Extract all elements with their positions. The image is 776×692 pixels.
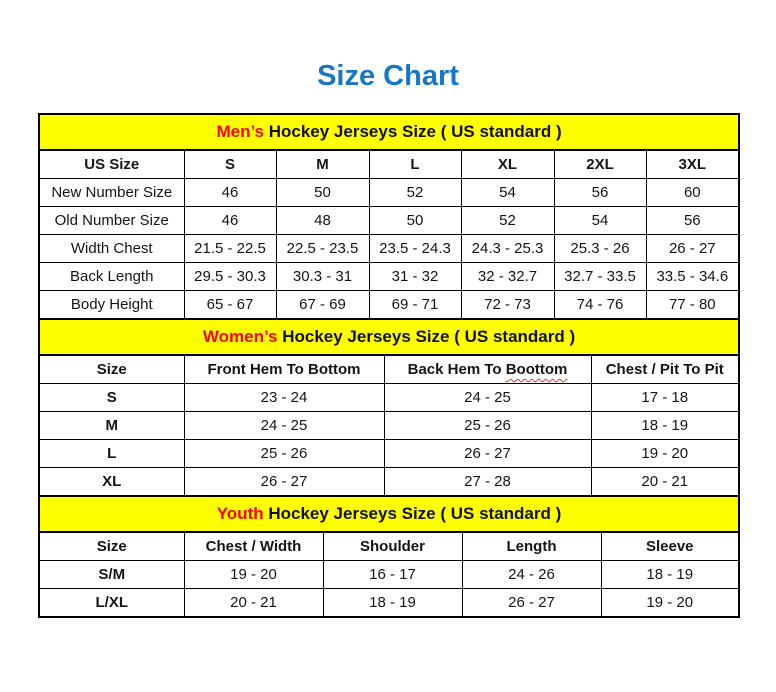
table-row [39, 235, 739, 263]
size-cell: 27 - 28 [384, 468, 591, 497]
table-row [39, 207, 739, 235]
size-cell: 54 [461, 179, 554, 207]
row-label: L [39, 440, 184, 468]
youth-size-table [38, 495, 740, 618]
size-cell: 30.3 - 31 [276, 263, 369, 291]
size-cell: 32.7 - 33.5 [554, 263, 646, 291]
size-cell: 16 - 17 [323, 561, 462, 589]
womens-column-header-row [39, 355, 739, 384]
column-header: Shoulder [323, 532, 462, 561]
table-row [39, 291, 739, 320]
column-header: Length [462, 532, 601, 561]
column-header: M [276, 150, 369, 179]
size-cell: 22.5 - 23.5 [276, 235, 369, 263]
size-chart [38, 113, 738, 618]
size-cell: 19 - 20 [601, 589, 739, 618]
size-cell: 29.5 - 30.3 [184, 263, 276, 291]
size-cell: 72 - 73 [461, 291, 554, 320]
size-cell: 33.5 - 34.6 [646, 263, 739, 291]
size-cell: 17 - 18 [591, 384, 739, 412]
column-header: L [369, 150, 461, 179]
youth-header-text: Hockey Jerseys Size ( US standard ) [263, 504, 562, 523]
column-header: Size [39, 532, 184, 561]
column-header: US Size [39, 150, 184, 179]
size-cell: 52 [461, 207, 554, 235]
table-row [39, 412, 739, 440]
mens-header-text: Hockey Jerseys Size ( US standard ) [264, 122, 562, 141]
size-cell: 54 [554, 207, 646, 235]
size-cell: 60 [646, 179, 739, 207]
row-label: L/XL [39, 589, 184, 618]
row-label: XL [39, 468, 184, 497]
mens-size-table [38, 113, 740, 320]
row-label: Old Number Size [39, 207, 184, 235]
size-cell: 56 [554, 179, 646, 207]
size-cell: 46 [184, 207, 276, 235]
row-label: S/M [39, 561, 184, 589]
size-cell: 24 - 25 [184, 412, 384, 440]
mens-highlight: Men’s [216, 122, 264, 141]
size-cell: 18 - 19 [323, 589, 462, 618]
misspelled-word: Boottom [505, 361, 568, 378]
column-header: S [184, 150, 276, 179]
mens-section-header [39, 114, 739, 150]
size-cell: 74 - 76 [554, 291, 646, 320]
size-cell: 31 - 32 [369, 263, 461, 291]
column-header: Front Hem To Bottom [184, 355, 384, 384]
table-row [39, 440, 739, 468]
row-label: Back Length [39, 263, 184, 291]
size-cell: 32 - 32.7 [461, 263, 554, 291]
size-cell: 25 - 26 [184, 440, 384, 468]
size-cell: 24 - 26 [462, 561, 601, 589]
size-cell: 24.3 - 25.3 [461, 235, 554, 263]
column-header: 2XL [554, 150, 646, 179]
column-header: Chest / Pit To Pit [591, 355, 739, 384]
size-cell: 46 [184, 179, 276, 207]
youth-section-header [39, 496, 739, 532]
table-row [39, 468, 739, 497]
row-label: S [39, 384, 184, 412]
row-label: M [39, 412, 184, 440]
youth-column-header-row [39, 532, 739, 561]
column-header: Size [39, 355, 184, 384]
size-cell: 19 - 20 [591, 440, 739, 468]
row-label: Body Height [39, 291, 184, 320]
size-cell: 21.5 - 22.5 [184, 235, 276, 263]
size-cell: 52 [369, 179, 461, 207]
size-cell: 48 [276, 207, 369, 235]
column-header: Chest / Width [184, 532, 323, 561]
size-cell: 23 - 24 [184, 384, 384, 412]
womens-section-title [39, 319, 739, 355]
womens-section-header [39, 319, 739, 355]
size-cell: 23.5 - 24.3 [369, 235, 461, 263]
table-row [39, 589, 739, 618]
column-header: XL [461, 150, 554, 179]
size-cell: 18 - 19 [591, 412, 739, 440]
page-title: Size Chart [317, 60, 459, 92]
size-cell: 26 - 27 [384, 440, 591, 468]
size-cell: 25.3 - 26 [554, 235, 646, 263]
table-row [39, 263, 739, 291]
column-header-text: Back Hem To [407, 361, 506, 378]
size-cell: 65 - 67 [184, 291, 276, 320]
column-header [384, 355, 591, 384]
size-cell: 19 - 20 [184, 561, 323, 589]
row-label: New Number Size [39, 179, 184, 207]
youth-section-title [39, 496, 739, 532]
size-cell: 18 - 19 [601, 561, 739, 589]
womens-highlight: Women’s [202, 327, 278, 346]
size-cell: 20 - 21 [591, 468, 739, 497]
column-header: Sleeve [601, 532, 739, 561]
table-row [39, 179, 739, 207]
youth-highlight: Youth [216, 504, 264, 523]
size-cell: 24 - 25 [384, 384, 591, 412]
womens-size-table [38, 318, 740, 497]
size-cell: 25 - 26 [384, 412, 591, 440]
size-cell: 26 - 27 [462, 589, 601, 618]
size-cell: 67 - 69 [276, 291, 369, 320]
table-row [39, 384, 739, 412]
size-cell: 77 - 80 [646, 291, 739, 320]
size-cell: 69 - 71 [369, 291, 461, 320]
size-cell: 50 [369, 207, 461, 235]
size-cell: 56 [646, 207, 739, 235]
size-cell: 26 - 27 [646, 235, 739, 263]
column-header: 3XL [646, 150, 739, 179]
mens-section-title [39, 114, 739, 150]
row-label: Width Chest [39, 235, 184, 263]
mens-column-header-row [39, 150, 739, 179]
womens-header-text: Hockey Jerseys Size ( US standard ) [277, 327, 576, 346]
table-row [39, 561, 739, 589]
size-cell: 26 - 27 [184, 468, 384, 497]
size-cell: 20 - 21 [184, 589, 323, 618]
size-cell: 50 [276, 179, 369, 207]
